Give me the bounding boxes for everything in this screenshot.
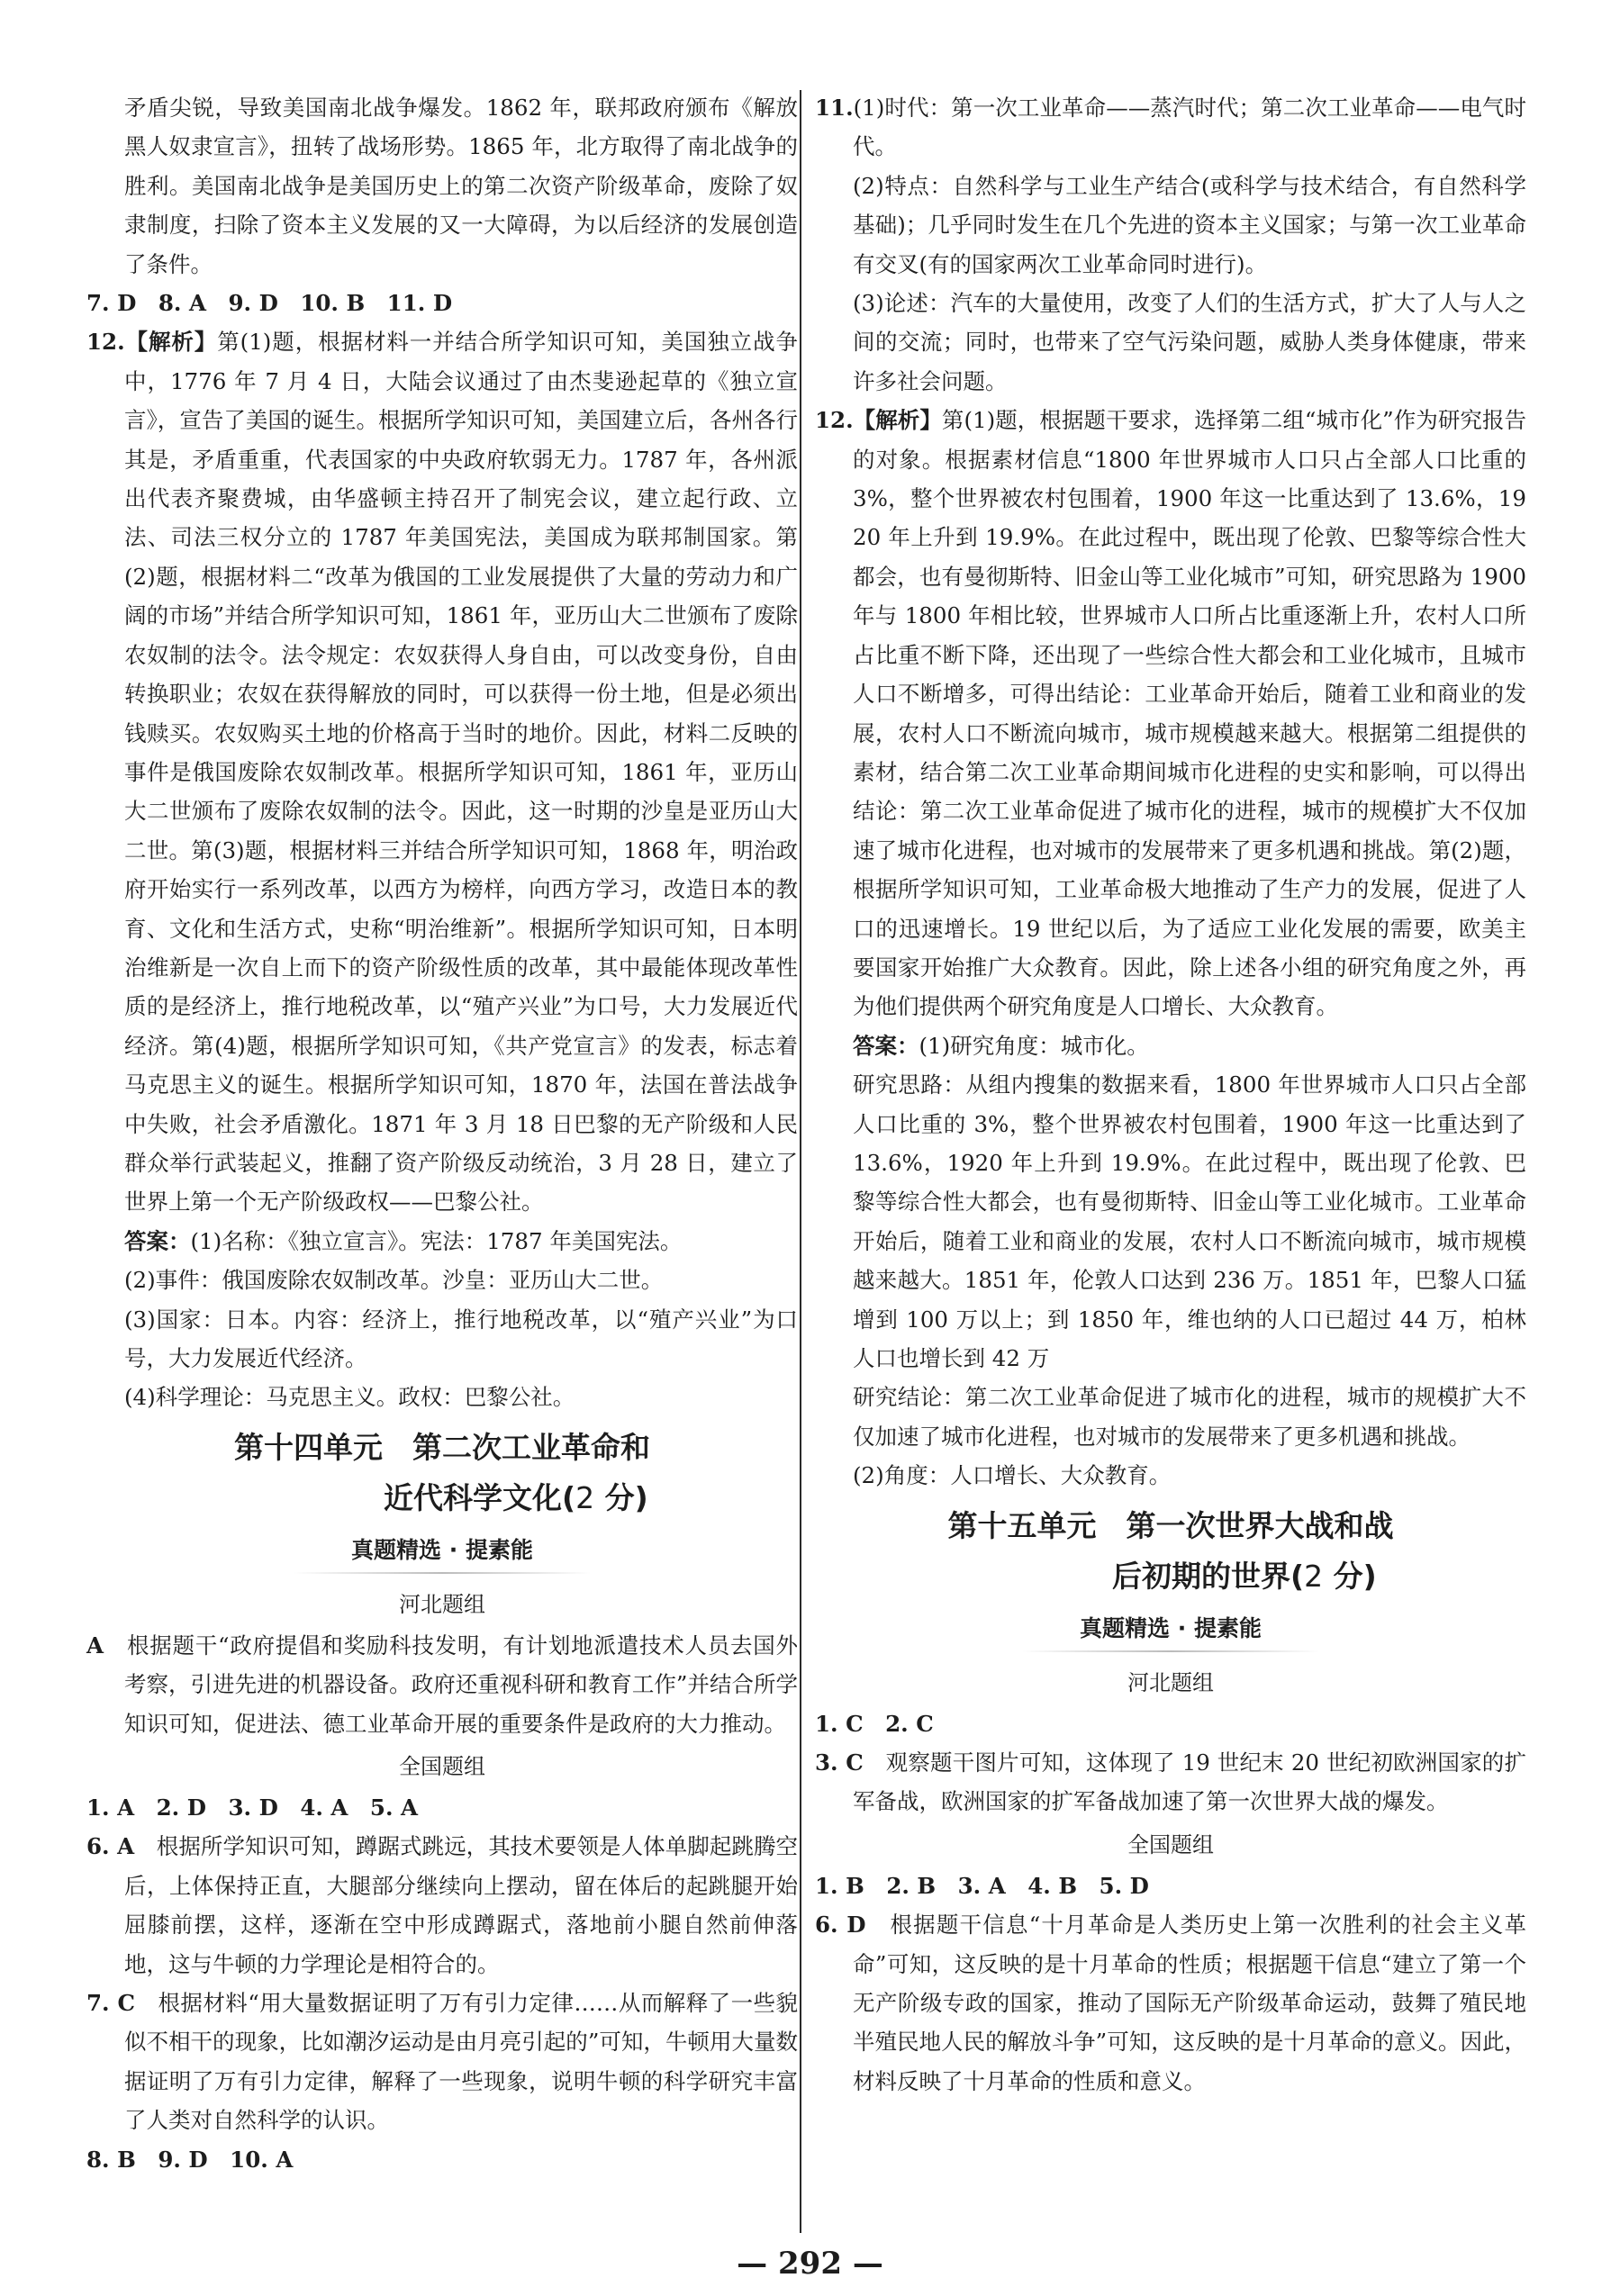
answer-1 (86, 1222, 798, 1261)
analysis-label-right: 12.【解析】 (815, 407, 942, 434)
page-number: — 292 — (737, 2246, 883, 2282)
unit-15-line1: 第十五单元 第一次世界大战和战 (947, 1507, 1394, 1543)
national-answers-8-10: 8. B 9. D 10. A (86, 2146, 294, 2173)
q7-text: 根据材料“用大量数据证明了万有引力定律……从而解释了一些貌似不相干的现象，比如潮汐运动是由月亮引起的”可知，牛顿用大量数据证明了万有引力定律，解释了一些现象，说明牛顿的科学研究丰富了人类对自然科学的认识。 (124, 1990, 798, 2134)
hebei-answer-text: 根据题干“政府提倡和奖励科技发明，有计划地派遣技术人员去国外考察，引进先进的机器设备。政府还重视科研和教育工作”并结合所学知识可知，促进法、德工业革命开展的重要条件是政府的大力推动。 (104, 1632, 798, 1737)
unit-14-score-suffix: 分) (594, 1479, 648, 1515)
research-idea: 研究思路：从组内搜集的数据来看，1800 年世界城市人口只占全部人口比重的 3%，整个世界被农村包围着，1900 年这一比重达到了 13.6%，1920 年上升到 19.9%。在此过程中，既出现了伦敦、巴黎等综合性大都会，也有曼彻斯特、旧金山等工业化城市。工业革命开始后，随着工业和商业的发展，农村人口不断流向城市，城市规模越来越大。1851 年，伦敦人口达到 236 万。1851 年，巴黎人口猛增到 100 万以上；到 1850 年，维也纳的人口已超过 44 万，柏林人口也增长到 42 万 (853, 1071, 1526, 1371)
answer-1-right-text: (1)研究角度：城市化。 (919, 1032, 1149, 1059)
group-national: 全国题组 (399, 1754, 485, 1780)
question-11 (815, 88, 1526, 167)
unit-15-line2 (815, 1551, 1526, 1602)
answer-2-right: (2)角度：人口增长、大众教育。 (853, 1462, 1172, 1489)
section-heading-right (815, 1611, 1526, 1652)
hebei-answer-label: A (86, 1632, 104, 1659)
analysis-12 (86, 322, 798, 1221)
section-divider-right (1022, 1650, 1319, 1652)
section-divider (294, 1572, 591, 1574)
unit-15-title: 后初期的世界( (1112, 1558, 1305, 1594)
unit-15-score: 2 (1304, 1558, 1324, 1594)
answer-4: (4)科学理论：马克思主义。政权：巴黎公社。 (124, 1384, 575, 1411)
q6-right-text: 根据题干信息“十月革命是人类历史上第一次胜利的社会主义革命”可知，这反映的是十月革命的性质；根据题干信息“建立了第一个无产阶级专政的国家，推动了国际无产阶级革命运动，鼓舞了殖民地半殖民地人民的解放斗争”可知，这反映的是十月革命的意义。因此，材料反映了十月革命的性质和意义。 (853, 1912, 1526, 2094)
analysis-text-right: 第(1)题，根据题干要求，选择第二组“城市化”作为研究报告的对象。根据素材信息“1800 年世界城市人口只占全部人口比重的 3%，整个世界被农村包围着，1900 年这一比重达到了 13.6%，1920 年上升到 19.9%。在此过程中，既出现了伦敦、巴黎等综合性大都会，也有曼彻斯特、旧金山等工业化城市”可知，研究思路为 1900 年与 1800 年相比较，世界城市人口所占比重逐渐上升，农村人口所占比重不断下降，还出现了一些综合性大都会和工业化城市，且城市人口不断增多，可得出结论：工业革命开始后，随着工业和商业的发展，农村人口不断流向城市，城市规模越来越大。根据第二组提供的素材，结合第二次工业革命期间城市化进程的史实和影响，可以得出结论：第二次工业革命促进了城市化的进程，城市的规模扩大不仅加速了城市化进程，也对城市的发展带来了更多机遇和挑战。第(2)题，根据所学知识可知，工业革命极大地推动了生产力的发展，促进了人口的迅速增长。19 世纪以后，为了适应工业化发展的需要，欧美主要国家开始推广大众教育。因此，除上述各小组的研究角度之外，再为他们提供两个研究角度是人口增长、大众教育。 (853, 407, 1526, 1020)
unit-14-line2 (86, 1473, 798, 1523)
answer-3: (3)国家：日本。内容：经济上，推行地税改革，以“殖产兴业”为口号，大力发展近代经济。 (124, 1306, 798, 1371)
q6-text: 根据所学知识可知，蹲踞式跳远，其技术要领是人体单脚起跳腾空后，上体保持正直，大腿部分继续向上摆动，留在体后的起跳腿开始屈膝前摆，这样，逐渐在空中形成蹲踞式，落地前小腿自然前伸落地，这与牛顿的力学理论是相符合的。 (124, 1833, 798, 1977)
hebei-answers-1-2: 1. C 2. C (815, 1710, 934, 1737)
question-6 (86, 1827, 798, 1984)
hb3-label: 3. C (815, 1749, 864, 1776)
analysis-label: 12.【解析】 (86, 329, 218, 356)
research-conclusion: 研究结论：第二次工业革命促进了城市化的进程，城市的规模扩大不仅加速了城市化进程，也对城市的发展带来了更多机遇和挑战。 (853, 1384, 1526, 1450)
page-number-value: 292 (778, 2246, 842, 2282)
section-heading (86, 1532, 798, 1574)
question-7 (86, 1984, 798, 2140)
right-column (815, 88, 1526, 2101)
analysis-12-right (815, 401, 1526, 1026)
hebei-answer (86, 1626, 798, 1743)
unit-14-title: 近代科学文化( (384, 1479, 576, 1515)
q6-label: 6. A (86, 1833, 135, 1860)
q7-label: 7. C (86, 1990, 136, 2017)
unit-15-score-suffix: 分) (1323, 1558, 1377, 1594)
paragraph-civil-war: 矛盾尖锐，导致美国南北战争爆发。1862 年，联邦政府颁布《解放黑人奴隶宣言》，扭转了战场形势。1865 年，北方取得了南北战争的胜利。美国南北战争是美国历史上的第二次资产阶级革命，废除了奴隶制度，扫除了资本主义发展的又一大障碍，为以后经济的发展创造了条件。 (124, 95, 798, 277)
hb3-text: 观察题干图片可知，这体现了 19 世纪末 20 世纪初欧洲国家的扩军备战，欧洲国家的扩军备战加速了第一次世界大战的爆发。 (853, 1749, 1526, 1815)
answer-1-right (815, 1026, 1526, 1065)
national-answers-1-5: 1. A 2. D 3. D 4. A 5. A (86, 1794, 419, 1821)
hebei-question-3 (815, 1743, 1526, 1821)
unit-14-line1: 第十四单元 第二次工业革命和 (234, 1429, 650, 1465)
group-hebei: 河北题组 (399, 1591, 485, 1617)
answer-1-text: (1)名称：《独立宣言》。宪法：1787 年美国宪法。 (190, 1227, 683, 1254)
answer-2: (2)事件：俄国废除农奴制改革。沙皇：亚历山大二世。 (124, 1267, 664, 1294)
question-6-right (815, 1905, 1526, 2101)
column-divider (800, 90, 801, 2233)
left-column (86, 88, 798, 2179)
unit-15-heading (815, 1501, 1526, 1602)
group-national-right: 全国题组 (1127, 1831, 1214, 1858)
section-title: 真题精选 · 提素能 (351, 1536, 533, 1563)
answer-label: 答案： (124, 1227, 191, 1254)
q11-part3: (3)论述：汽车的大量使用，改变了人们的生活方式，扩大了人与人之间的交流；同时，也带来了空气污染问题，威胁人类身体健康，带来许多社会问题。 (853, 290, 1526, 394)
unit-14-heading (86, 1423, 798, 1523)
answer-label-right: 答案： (853, 1032, 919, 1059)
national-answers-1-5-right: 1. B 2. B 3. A 4. B 5. D (815, 1872, 1149, 1899)
answers-7-11: 7. D 8. A 9. D 10. B 11. D (86, 290, 453, 317)
q6-right-label: 6. D (815, 1912, 866, 1939)
q11-part1: (1)时代：第一次工业革命——蒸汽时代；第二次工业革命——电气时代。 (853, 95, 1526, 160)
q11-label: 11. (815, 95, 854, 121)
q11-part2: (2)特点：自然科学与工业生产结合(或科学与技术结合，有自然科学基础)；几乎同时发生在几个先进的资本主义国家；与第一次工业革命有交叉(有的国家两次工业革命同时进行)。 (853, 172, 1526, 277)
group-hebei-right: 河北题组 (1127, 1669, 1214, 1695)
analysis-text: 第(1)题，根据材料一并结合所学知识可知，美国独立战争中，1776 年 7 月 4 日，大陆会议通过了由杰斐逊起草的《独立宣言》，宣告了美国的诞生。根据所学知识可知，美国建立后，各州各行其是，矛盾重重，代表国家的中央政府软弱无力。1787 年，各州派出代表齐聚费城，由华盛顿主持召开了制宪会议，建立起行政、立法、司法三权分立的 1787 年美国宪法，美国成为联邦制国家。第(2)题，根据材料二“改革为俄国的工业发展提供了大量的劳动力和广阔的市场”并结合所学知识可知，1861 年，亚历山大二世颁布了废除农奴制的法令。法令规定：农奴获得人身自由，可以改变身份，自由转换职业；农奴在获得解放的同时，可以获得一份土地，但是必须出钱赎买。农奴购买土地的价格高于当时的地价。因此，材料二反映的事件是俄国废除农奴制改革。根据所学知识可知，1861 年，亚历山大二世颁布了废除农奴制的法令。因此，这一时期的沙皇是亚历山大二世。第(3)题，根据材料三并结合所学知识可知，1868 年，明治政府开始实行一系列改革，以西方为榜样，向西方学习，改造日本的教育、文化和生活方式，史称“明治维新”。根据所学知识可知，日本明治维新是一次自上而下的资产阶级性质的改革，其中最能体现改革性质的是经济上，推行地税改革，以“殖产兴业”为口号，大力发展近代经济。第(4)题，根据所学知识可知，《共产党宣言》的发表，标志着马克思主义的诞生。根据所学知识可知，1870 年，法国在普法战争中失败，社会矛盾激化。1871 年 3 月 18 日巴黎的无产阶级和人民群众举行武装起义，推翻了资产阶级反动统治，3 月 28 日，建立了世界上第一个无产阶级政权——巴黎公社。 (124, 329, 799, 1216)
section-title-right: 真题精选 · 提素能 (1080, 1614, 1262, 1641)
unit-14-score: 2 (575, 1479, 595, 1515)
